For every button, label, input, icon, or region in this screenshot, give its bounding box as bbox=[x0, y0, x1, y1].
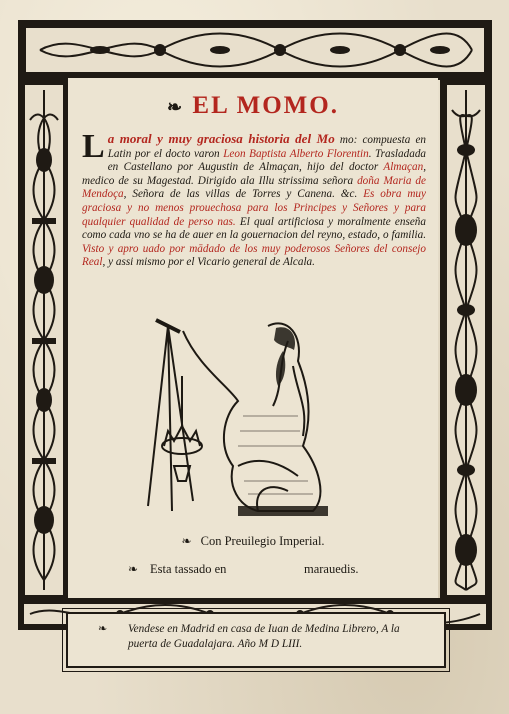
description-segment: mo: compuesta en Latin por el docto varon bbox=[107, 134, 427, 160]
description-segment: El qual artificiosa y moralmente enseña como cada vno se ha de auer en la gouernacion del reyno, estado, o familia. bbox=[82, 215, 426, 242]
description-segment: Es obra muy graciosa y no menos prouechosa para los Principes y Señores y para qualquier qualidad de perso nas. bbox=[82, 188, 426, 228]
imperial-privilege-line bbox=[68, 534, 438, 549]
imprint-line-1: Vendese en Madrid en casa de Iuan de Medina Librero, A la bbox=[128, 623, 400, 635]
woodcut-figure-with-astrolabe bbox=[138, 306, 358, 536]
leaf-ornament-icon: ❧ bbox=[181, 534, 192, 548]
left-ornamental-column bbox=[18, 78, 70, 602]
book-title bbox=[68, 92, 438, 120]
leaf-ornament-icon: ❧ bbox=[128, 562, 139, 576]
title-text: EL MOMO. bbox=[192, 92, 339, 119]
imprint-text bbox=[128, 622, 428, 652]
imprint-box bbox=[66, 612, 446, 668]
drop-initial: L bbox=[82, 128, 105, 165]
description-segment: , medico de su Magestad. Dirigido ala Illu strissima señora bbox=[82, 161, 426, 187]
description-segment: hijo del doctor bbox=[301, 161, 384, 174]
description-segment: Leon Baptista Alber bbox=[223, 147, 315, 160]
price-right-text: marauedis. bbox=[304, 562, 359, 576]
description-segment: . Trasladada en Castellano por Augustin de Almaçan, bbox=[107, 147, 427, 174]
right-ornamental-column bbox=[440, 78, 492, 602]
imprint-line-2: puerta de Guadalajara. Año M D LIII. bbox=[128, 638, 303, 650]
top-ornamental-border bbox=[18, 20, 492, 80]
title-description bbox=[82, 128, 427, 270]
price-left-text: Esta tassado en bbox=[150, 562, 227, 576]
title-lead-line: a moral y muy graciosa historia del Mo bbox=[107, 131, 335, 146]
description-segment: doña Maria de Mendoça bbox=[82, 174, 426, 201]
leaf-ornament-icon: ❧ bbox=[98, 623, 108, 635]
description-segments bbox=[82, 128, 427, 269]
privilege-text: Con Preuilegio Imperial. bbox=[200, 534, 325, 548]
description-segment: to Florentin bbox=[314, 147, 369, 160]
description-segment: Almaçan bbox=[383, 161, 424, 174]
description-segment: , y assi mismo por el Vicario general de Alcala. bbox=[102, 256, 315, 269]
fleuron-ornament: ❧ bbox=[167, 96, 185, 117]
description-segment: , Señora de las villas de Torres y Canena. &c. bbox=[123, 188, 364, 201]
title-panel bbox=[68, 78, 438, 598]
description-segment: Visto y apro uado por mādado de los muy poderosos Señores del consejo Real bbox=[82, 242, 426, 269]
